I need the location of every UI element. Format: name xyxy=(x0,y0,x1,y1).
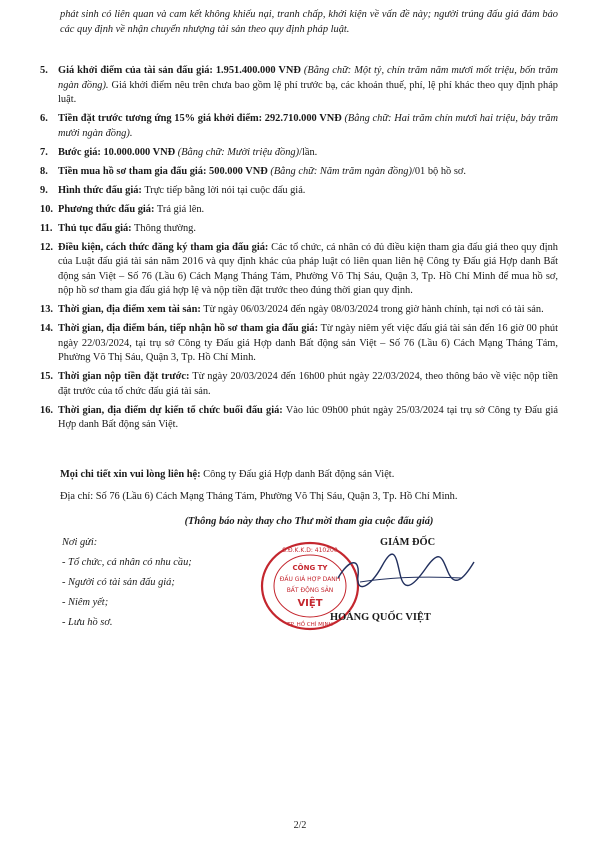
handwritten-signature xyxy=(330,548,480,594)
notice-note: (Thông báo này thay cho Thư mời tham gia cuộc đấu giá) xyxy=(184,516,434,527)
svg-text:CÔNG TY: CÔNG TY xyxy=(292,564,328,572)
item-number: 14. xyxy=(40,323,53,334)
item-number: 10. xyxy=(40,203,53,215)
item-label: Bước giá: 10.000.000 VNĐ xyxy=(58,146,176,158)
item-body xyxy=(58,165,558,180)
auction-item xyxy=(40,146,558,161)
recipients-title: Nơi gửi: xyxy=(62,537,98,548)
svg-text:ĐẤU GIÁ HỢP DANH: ĐẤU GIÁ HỢP DANH xyxy=(279,576,341,583)
contact-value: Công ty Đấu giá Hợp danh Bất động sản Việt. xyxy=(200,469,395,480)
item-body xyxy=(58,203,558,218)
svg-text:BẤT ĐỘNG SẢN: BẤT ĐỘNG SẢN xyxy=(286,587,334,594)
item-label: Thời gian, địa điểm bán, tiếp nhận hồ sơ tham gia đấu giá: xyxy=(58,323,319,334)
contact-address: Địa chỉ: Số 76 (Lầu 6) Cách Mạng Tháng Tám, Phường Võ Thị Sáu, Quận 3, Tp. Hồ Chí Minh. xyxy=(60,491,458,502)
auction-item xyxy=(40,404,558,433)
item-words: (Bằng chữ: Hai trăm chín mươi hai triệu, bảy trăm mười ngàn đồng). xyxy=(58,113,558,139)
recipient-item: - Người có tài sản đấu giá; xyxy=(62,577,175,588)
item-number: 8. xyxy=(40,165,48,177)
contact-label: Mọi chi tiết xin vui lòng liên hệ: xyxy=(60,469,201,480)
auction-item xyxy=(40,222,558,237)
auction-item xyxy=(40,112,558,141)
item-text: Các tổ chức, cá nhân có đủ điều kiện tham gia đấu giá theo quy định của Luật đấu giá tài sản năm 2016 và quy định khác của pháp luật có liên quan liên hệ Công ty Đấu giá Hợp danh Bất động sản Việt – Số 76 (Lầu 6) Cách Mạng Tháng Tám, Phường Võ Thị Sáu, Quận 3, Tp. Hồ Chí Minh để mua hồ sơ, nộp hồ sơ tham gia đấu giá hợp lệ và nộp tiền đặt trước theo đúng thời gian quy định. xyxy=(58,241,558,296)
item-words: (Bằng chữ: Năm trăm ngàn đồng) xyxy=(267,165,412,177)
item-label: Tiền mua hồ sơ tham gia đấu giá: 500.000 VNĐ xyxy=(58,165,268,177)
recipient-item: - Lưu hồ sơ. xyxy=(62,617,113,628)
item-number: 15. xyxy=(40,371,53,382)
item-body xyxy=(58,112,558,141)
item-body xyxy=(58,222,558,237)
item-text: Trả giá lên. xyxy=(154,203,205,215)
item-text: Thông thường. xyxy=(131,222,196,234)
auction-item xyxy=(40,184,558,199)
item-text: Giá khởi điểm nêu trên chưa bao gồm lệ phí trước bạ, các khoản thuế, phí, lệ phí khác theo quy định pháp luật. xyxy=(58,79,559,105)
item-text: /01 bộ hồ sơ. xyxy=(411,165,466,177)
item-body xyxy=(58,370,558,399)
item-label: Giá khởi điểm của tài sản đấu giá: 1.951.400.000 VNĐ xyxy=(58,65,301,76)
auction-item xyxy=(40,64,558,108)
item-label: Hình thức đấu giá: xyxy=(58,184,142,196)
item-label: Thời gian nộp tiền đặt trước: xyxy=(58,371,190,382)
item-words: (Bằng chữ: Mười triệu đồng) xyxy=(175,146,300,158)
intro-paragraph: phát sinh có liên quan và cam kết không khiếu nại, tranh chấp, khởi kiện về vấn đề này; người trúng đấu giá đảm bảo các quy định về nhận chuyển nhượng tài sản theo quy định pháp luật. xyxy=(60,9,558,35)
item-body xyxy=(58,404,558,433)
item-label: Thời gian, địa điểm dự kiến tổ chức buổi đấu giá: xyxy=(58,404,283,416)
item-number: 7. xyxy=(40,146,48,158)
item-body xyxy=(58,146,558,161)
recipient-item: - Tổ chức, cá nhân có nhu cầu; xyxy=(62,557,192,568)
item-body xyxy=(58,322,558,366)
item-number: 13. xyxy=(40,304,53,315)
item-label: Thời gian, địa điểm xem tài sản: xyxy=(58,304,201,315)
item-number: 16. xyxy=(40,404,53,416)
contact-line xyxy=(60,468,560,482)
auction-item xyxy=(40,303,558,318)
item-number: 9. xyxy=(40,184,48,196)
item-number: 12. xyxy=(40,241,53,253)
item-label: Điều kiện, cách thức đăng ký tham gia đấu giá: xyxy=(58,241,269,253)
item-text: Vào lúc 09h00 phút ngày 25/03/2024 tại trụ sở Công ty Đấu giá Hợp danh Bất động sản Việt. xyxy=(58,404,558,430)
director-name: HOÀNG QUỐC VIỆT xyxy=(330,612,431,623)
item-number: 5. xyxy=(40,65,48,76)
director-title: GIÁM ĐỐC xyxy=(380,537,436,548)
auction-item xyxy=(40,370,558,399)
item-text: Từ ngày niêm yết việc đấu giá tài sản đến 16 giờ 00 phút ngày 22/03/2024, tại trụ sở Công ty Đấu giá Hợp danh Bất động sản Việt – Số 76 (Lầu 6) Cách Mạng Tháng Tám, Phường Võ Thị Sáu, Quận 3, Tp. Hồ Chí Minh. xyxy=(58,323,559,363)
item-label: Phương thức đấu giá: xyxy=(58,203,155,215)
item-body xyxy=(58,64,558,108)
svg-text:VIỆT: VIỆT xyxy=(297,598,323,609)
item-text: Từ ngày 20/03/2024 đến 16h00 phút ngày 22/03/2024, theo thông báo về việc nộp tiền đặt trước của tổ chức đấu giá tài sản. xyxy=(58,371,559,397)
item-body xyxy=(58,241,558,299)
item-words: (Bằng chữ: Một tỷ, chín trăm năm mươi mốt triệu, bốn trăm ngàn đồng). xyxy=(58,65,559,91)
page-number: 2/2 xyxy=(293,820,307,831)
auction-item xyxy=(40,165,558,180)
item-number: 6. xyxy=(40,113,48,124)
auction-item xyxy=(40,203,558,218)
svg-text:S.Đ.K.K.D: 410200: S.Đ.K.K.D: 410200 xyxy=(282,547,338,554)
item-body xyxy=(58,184,558,199)
item-label: Tiền đặt trước tương ứng 15% giá khởi điểm: 292.710.000 VNĐ xyxy=(58,113,342,124)
item-text: Từ ngày 06/03/2024 đến ngày 08/03/2024 trong giờ hành chính, tại nơi có tài sản. xyxy=(200,304,544,315)
item-body xyxy=(58,303,558,318)
item-text: Trực tiếp bằng lời nói tại cuộc đấu giá. xyxy=(141,184,306,196)
item-label: Thủ tục đấu giá: xyxy=(58,222,132,234)
auction-items-list xyxy=(40,64,558,437)
svg-text:TP. HỒ CHÍ MINH: TP. HỒ CHÍ MINH xyxy=(287,622,333,628)
auction-item xyxy=(40,241,558,299)
recipient-item: - Niêm yết; xyxy=(62,597,109,608)
item-number: 11. xyxy=(40,222,53,234)
auction-item xyxy=(40,322,558,366)
item-text: /lần. xyxy=(299,146,318,158)
